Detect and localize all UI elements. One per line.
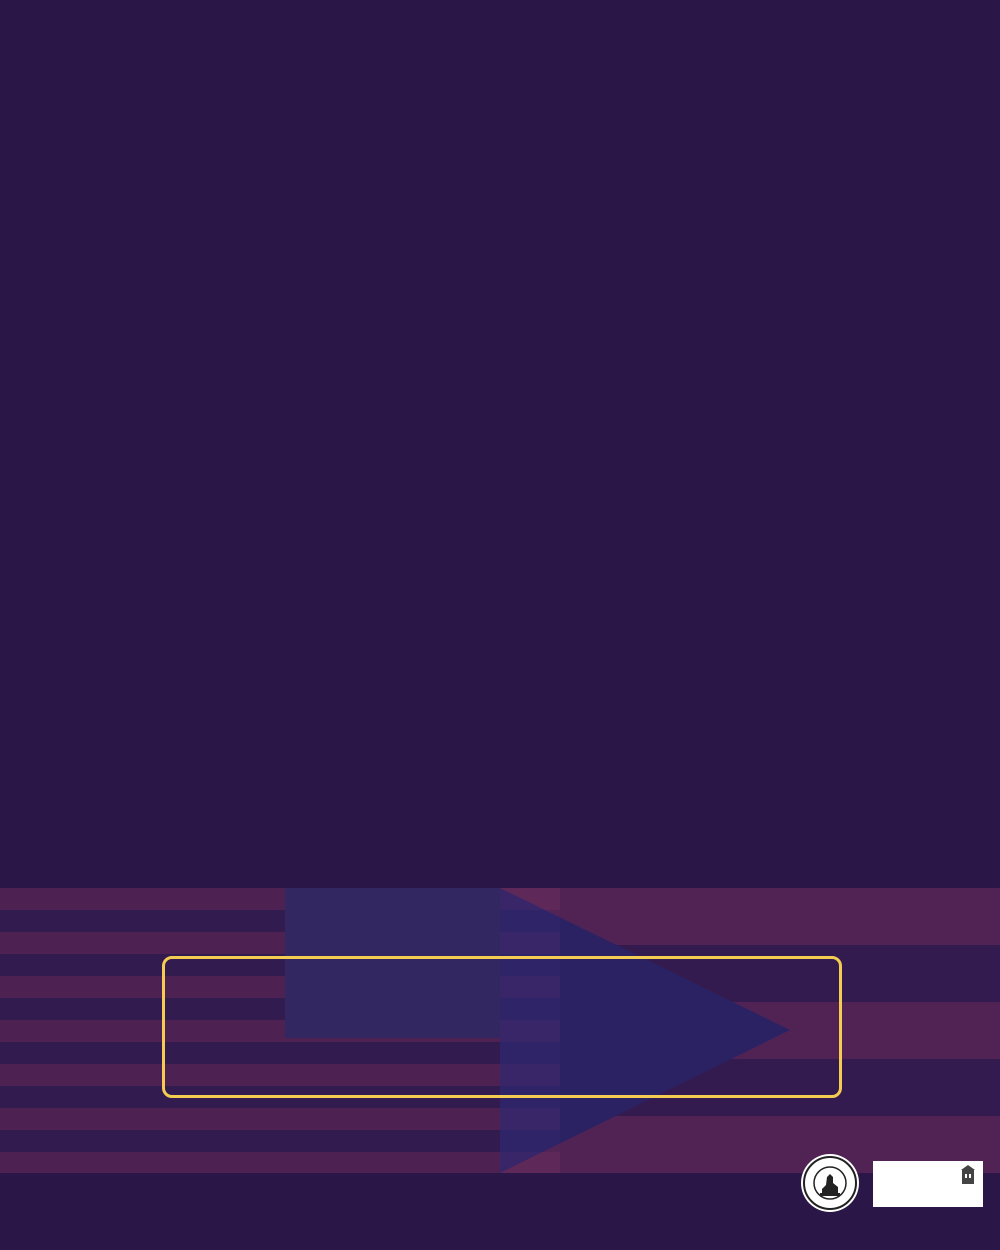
town-of-kearny-seal-logo: [800, 1153, 860, 1213]
event-details-box: [162, 956, 842, 1098]
bottom-pennant-banner: [0, 1220, 1000, 1250]
top-pennant-banner: [0, 0, 1000, 50]
library-building-icon: [961, 1165, 975, 1185]
kearny-public-library-logo: [873, 1161, 983, 1207]
